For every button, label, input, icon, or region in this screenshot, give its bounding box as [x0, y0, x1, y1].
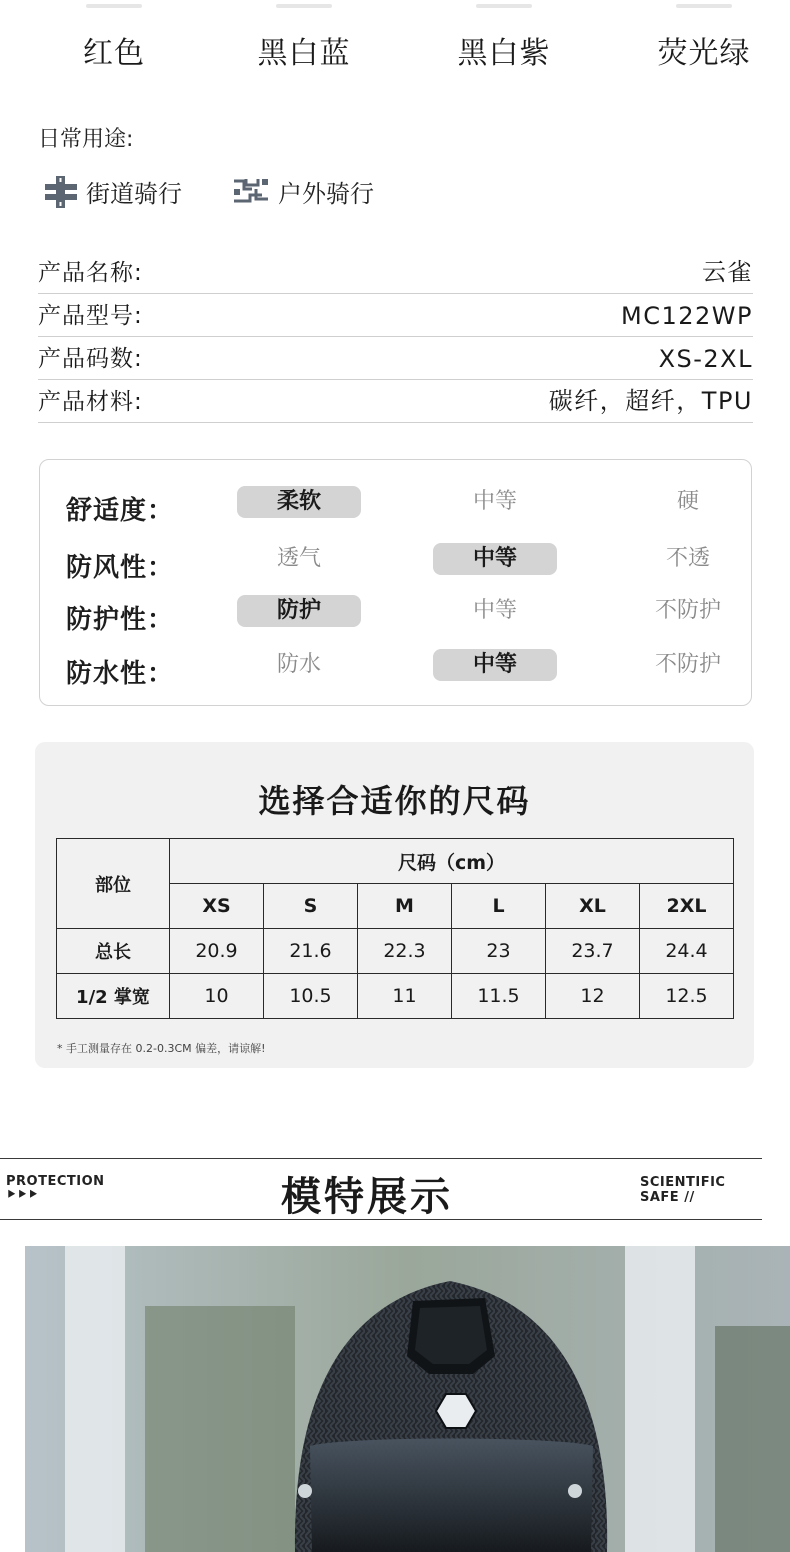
color-swatch-placeholder: [676, 4, 732, 8]
table-cell-part: 1/2 掌宽: [57, 974, 170, 1019]
rating-option: 不防护: [654, 598, 721, 623]
table-cell: 21.6: [264, 929, 358, 974]
rating-option: 硬: [676, 489, 699, 514]
rating-label: 防水性：: [66, 659, 175, 689]
usage-street-riding: [44, 174, 182, 209]
color-swatch-placeholder: [86, 4, 142, 8]
table-row: [57, 974, 734, 1019]
spec-key: 产品型号:: [38, 303, 143, 329]
usage-outdoor-riding: [232, 174, 374, 209]
table-header-part: 部位: [57, 839, 170, 929]
color-swatch-placeholder: [476, 4, 532, 8]
size-column-header: L: [452, 884, 546, 929]
color-option-black-white-purple[interactable]: [414, 0, 594, 72]
table-cell: 22.3: [358, 929, 452, 974]
spec-value: MC122WP: [621, 302, 753, 330]
feature-rating-card: [39, 459, 752, 706]
spec-row-model: [38, 293, 753, 337]
banner-right-line1: SCIENTIFIC: [640, 1175, 726, 1190]
size-column-header: 2XL: [640, 884, 734, 929]
rating-option: 防护: [237, 595, 361, 627]
size-column-header: M: [358, 884, 452, 929]
table-cell: 10: [170, 974, 264, 1019]
spec-key: 产品名称:: [38, 260, 143, 286]
rating-label: 舒适度：: [66, 496, 175, 526]
color-name: 黑白紫: [457, 36, 551, 71]
banner-right-tag: [640, 1175, 725, 1205]
rating-option: 不透: [665, 546, 710, 571]
color-option-red[interactable]: [24, 0, 204, 72]
size-column-header: XL: [546, 884, 640, 929]
rating-row-protection: [40, 595, 751, 635]
usage-label: 日常用途:: [38, 127, 134, 152]
table-cell: 11: [358, 974, 452, 1019]
spec-value: XS-2XL: [658, 345, 753, 373]
model-showcase-banner: [0, 1158, 762, 1220]
spec-key: 产品材料:: [38, 389, 143, 415]
table-cell: 23: [452, 929, 546, 974]
table-cell: 20.9: [170, 929, 264, 974]
rating-option: 透气: [276, 546, 321, 571]
color-name: 黑白蓝: [257, 36, 351, 71]
table-cell: 24.4: [640, 929, 734, 974]
size-note: * 手工测量存在 0.2-0.3CM 偏差，请谅解!: [57, 1042, 266, 1055]
color-option-fluorescent-green[interactable]: [614, 0, 790, 72]
spec-key: 产品码数:: [38, 346, 143, 372]
spec-value: 云雀: [702, 258, 753, 286]
rating-option: 中等: [433, 649, 557, 681]
rating-row-waterproof: [40, 649, 751, 689]
size-column-header: S: [264, 884, 358, 929]
rating-row-windproof: [40, 543, 751, 583]
table-cell-part: 总长: [57, 929, 170, 974]
table-cell: 23.7: [546, 929, 640, 974]
rating-option: 不防护: [654, 652, 721, 677]
table-cell: 12.5: [640, 974, 734, 1019]
color-name: 红色: [83, 36, 145, 71]
table-cell: 11.5: [452, 974, 546, 1019]
table-header-size: 尺码（cm）: [170, 839, 734, 884]
banner-left-arrows: ⯈⯈⯈: [6, 1188, 39, 1203]
table-row: [57, 839, 734, 884]
size-column-header: XS: [170, 884, 264, 929]
rating-option: 防水: [276, 652, 321, 677]
helmet-photo-illustration: [25, 1246, 790, 1552]
color-options: [0, 0, 790, 80]
color-option-black-white-blue[interactable]: [214, 0, 394, 72]
spec-row-material: [38, 379, 753, 423]
table-cell: 10.5: [264, 974, 358, 1019]
usage-item-label: 户外骑行: [278, 180, 374, 208]
rating-label: 防护性：: [66, 605, 175, 635]
color-name: 荧光绿: [657, 36, 751, 71]
size-chart-panel: [35, 742, 754, 1068]
street-riding-icon: [44, 175, 78, 209]
banner-title: 模特展示: [281, 1174, 453, 1220]
rating-option: 中等: [433, 543, 557, 575]
usage-item-label: 街道骑行: [86, 180, 182, 208]
table-cell: 12: [546, 974, 640, 1019]
rating-option: 中等: [472, 598, 517, 623]
color-swatch-placeholder: [276, 4, 332, 8]
size-chart-title: 选择合适你的尺码: [258, 782, 531, 820]
table-row: [57, 929, 734, 974]
banner-left-line1: PROTECTION: [6, 1174, 105, 1189]
rating-row-comfort: [40, 486, 751, 526]
rating-label: 防风性：: [66, 553, 175, 583]
size-table: [56, 838, 734, 1019]
model-photo: [25, 1246, 790, 1552]
outdoor-riding-icon: [232, 175, 270, 209]
rating-option: 中等: [472, 489, 517, 514]
spec-value: 碳纤，超纤，TPU: [548, 387, 753, 415]
banner-right-line2: SAFE //: [640, 1190, 695, 1205]
spec-row-size: [38, 336, 753, 380]
spec-row-name: [38, 250, 753, 294]
rating-option: 柔软: [237, 486, 361, 518]
